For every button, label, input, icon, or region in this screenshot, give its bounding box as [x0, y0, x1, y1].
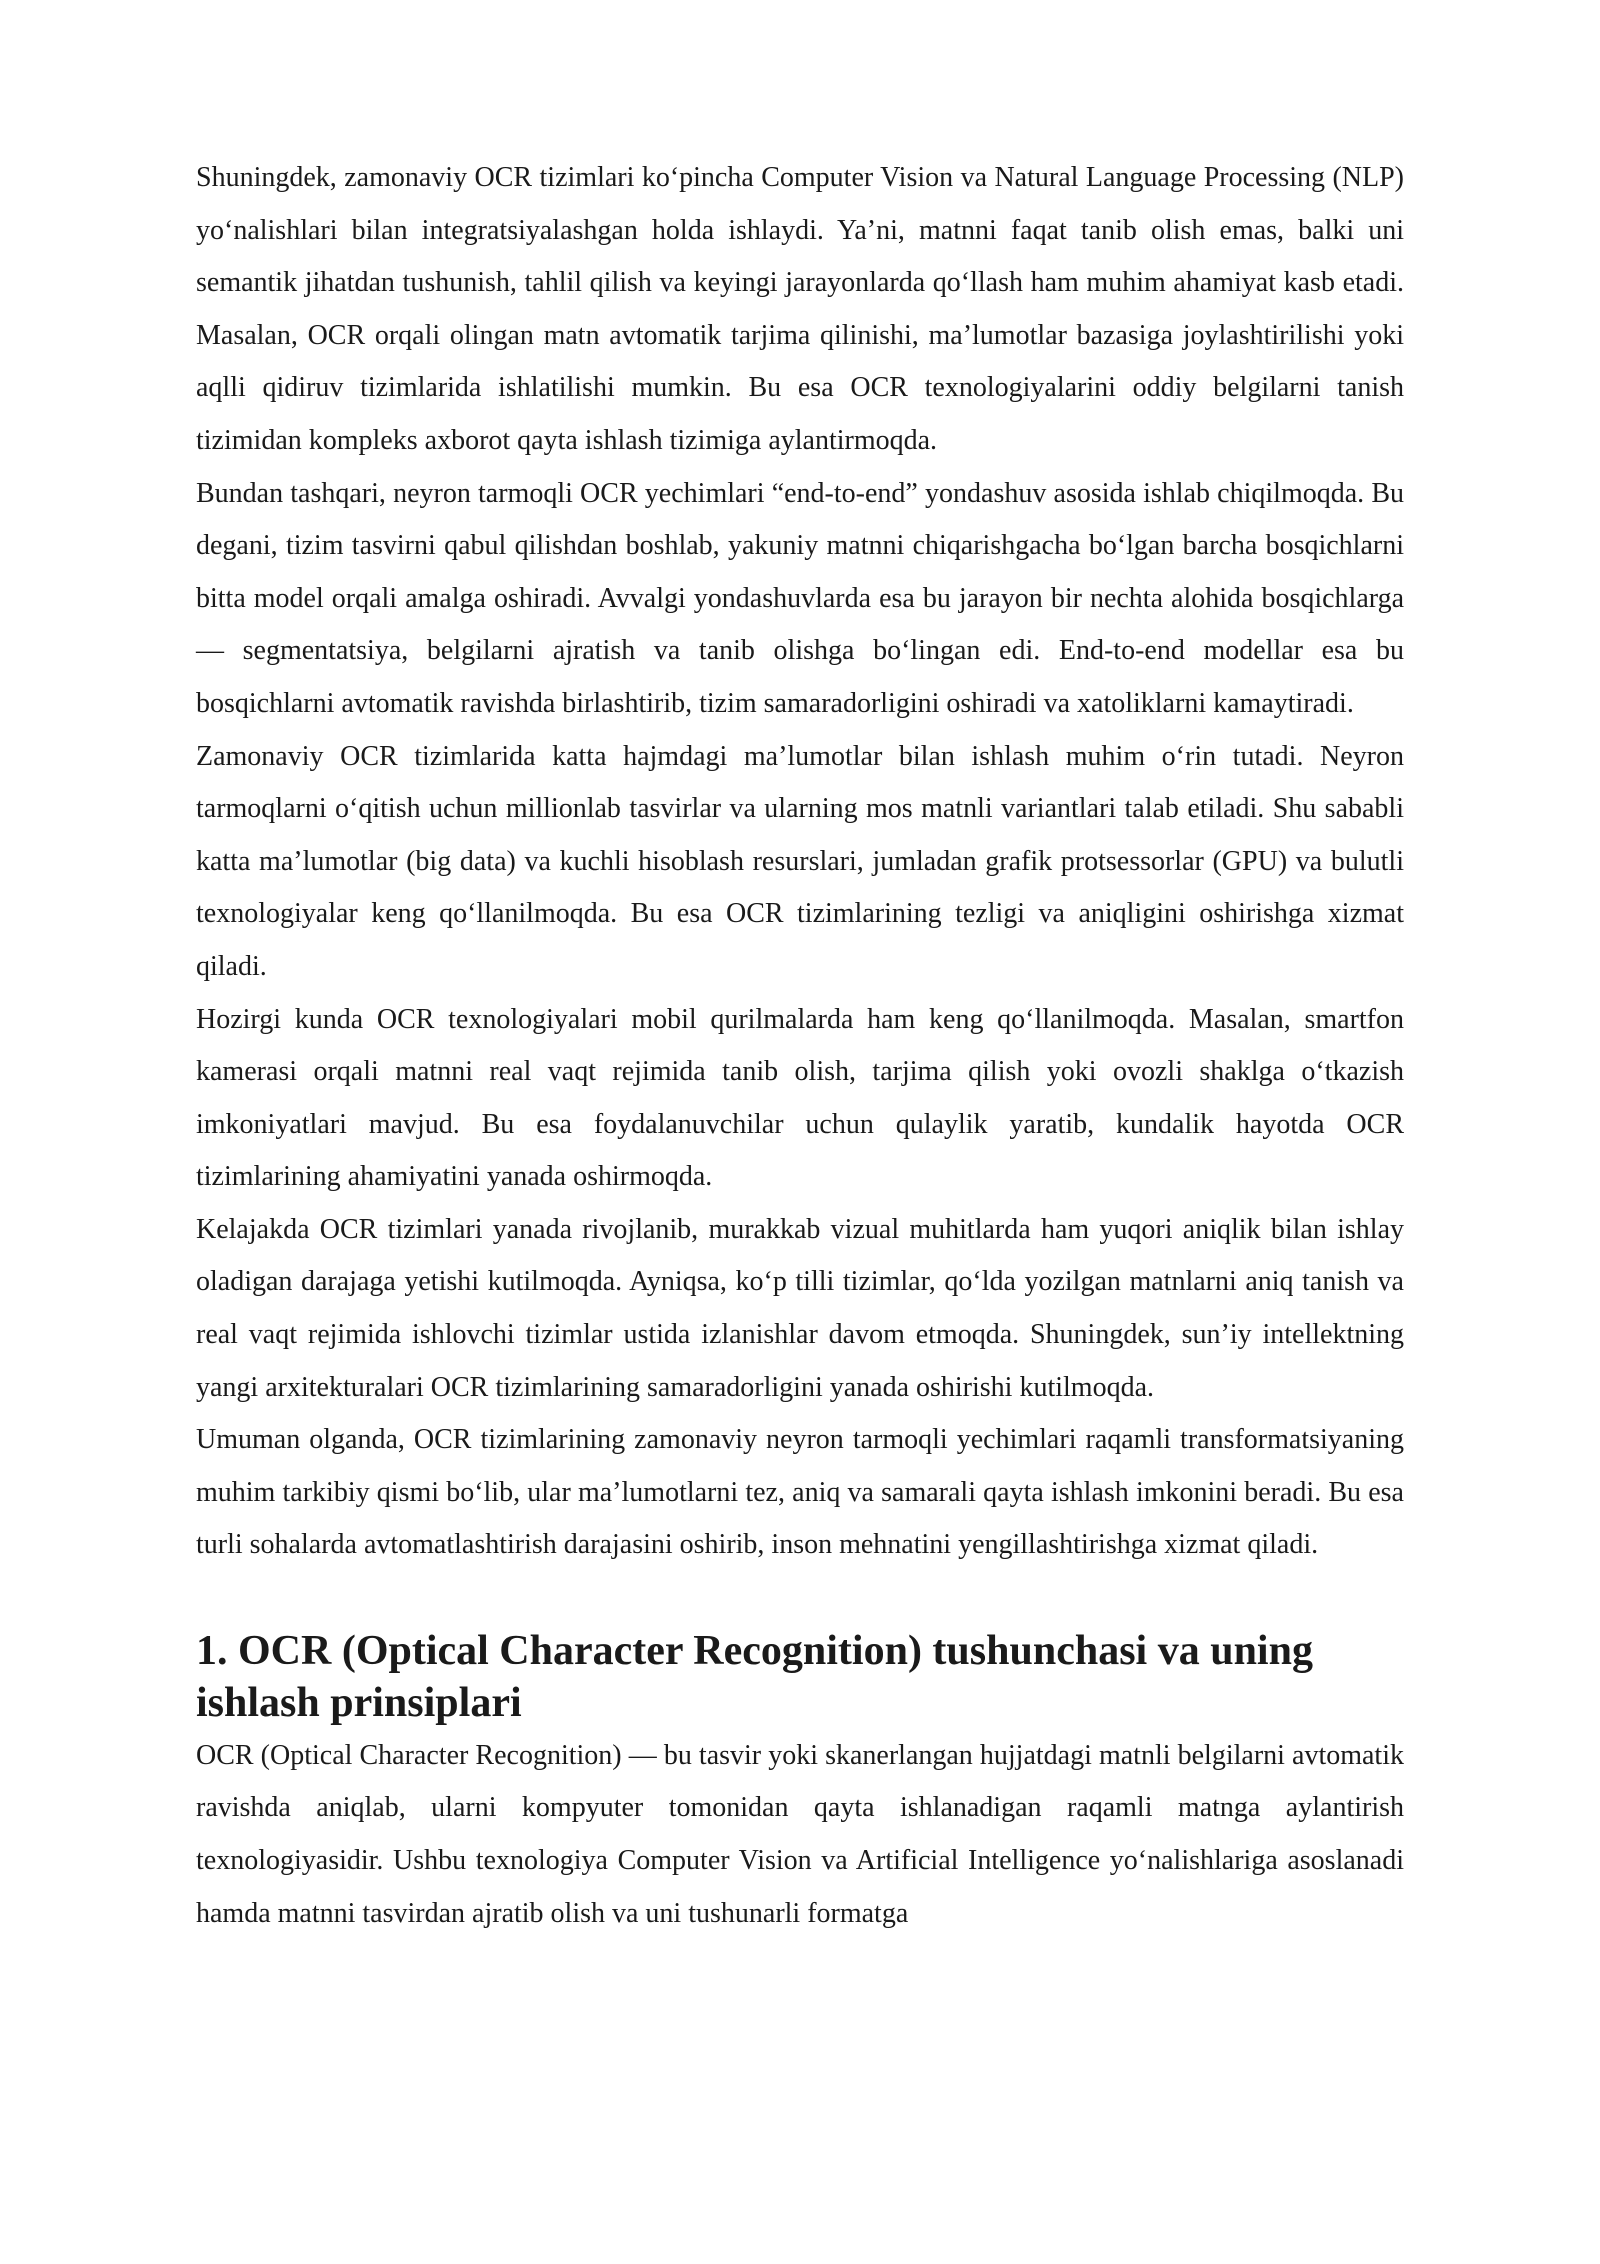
paragraph-big-data: Zamonaviy OCR tizimlarida katta hajmdagi ma’lumotlar bilan ishlash muhim o‘rin tutadi. Neyron tarmoqlarni o‘qitish uchun millionlab tasvirlar va ularning mos matnli variantlari talab etiladi. Shu sababli katta ma’lumotlar (big data) va kuchli hisoblash resurslari, jumladan grafik protsessorlar (GPU) va bulutli texnologiyalar keng qo‘llanilmoqda. Bu esa OCR tizimlarining tezligi va aniqligini oshirishga xizmat qiladi. [196, 740, 1404, 982]
document-page [196, 152, 1404, 1940]
paragraph-ocr-definition: OCR (Optical Character Recognition) — bu tasvir yoki skanerlangan hujjatdagi matnli belgilarni avtomatik ravishda aniqlab, ularni kompyuter tomonidan qayta ishlanadigan raqamli matnga aylantirish texnologiyasidir. Ushbu texnologiya Computer Vision va Artificial Intelligence yo‘nalishlariga asoslanadi hamda matnni tasvirdan ajratib olish va uni tushunarli formatga [196, 1739, 1404, 1929]
paragraph-end-to-end: Bundan tashqari, neyron tarmoqli OCR yechimlari “end-to-end” yondashuv asosida ishlab chiqilmoqda. Bu degani, tizim tasvirni qabul qilishdan boshlab, yakuniy matnni chiqarishgacha bo‘lgan barcha bosqichlarni bitta model orqali amalga oshiradi. Avvalgi yondashuvlarda esa bu jarayon bir nechta alohida bosqichlarga — segmentatsiya, belgilarni ajratish va tanib olishga bo‘lingan edi. End-to-end modellar esa bu bosqichlarni avtomatik ravishda birlashtirib, tizim samaradorligini oshiradi va xatoliklarni kamaytiradi. [196, 477, 1404, 719]
blank-line [196, 1572, 1404, 1625]
section-heading: 1. OCR (Optical Character Recognition) tushunchasi va uning ishlash prinsiplari [196, 1627, 1313, 1727]
paragraph-conclusion: Umuman olganda, OCR tizimlarining zamonaviy neyron tarmoqli yechimlari raqamli transformatsiyaning muhim tarkibiy qismi bo‘lib, ular ma’lumotlarni tez, aniq va samarali qayta ishlash imkonini beradi. Bu esa turli sohalarda avtomatlashtirish darajasini oshirib, inson mehnatini yengillashtirishga xizmat qiladi. [196, 1424, 1404, 1561]
paragraph-nlp-integration: Shuningdek, zamonaviy OCR tizimlari ko‘pincha Computer Vision va Natural Language Processing (NLP) yo‘nalishlari bilan integratsiyalashgan holda ishlaydi. Ya’ni, matnni faqat tanib olish emas, balki uni semantik jihatdan tushunish, tahlil qilish va keyingi jarayonlarda qo‘llash ham muhim ahamiyat kasb etadi. Masalan, OCR orqali olingan matn avtomatik tarjima qilinishi, ma’lumotlar bazasiga joylashtirilishi yoki aqlli qidiruv tizimlarida ishlatilishi mumkin. Bu esa OCR texnologiyalarini oddiy belgilarni tanish tizimidan kompleks axborot qayta ishlash tizimiga aylantirmoqda. [196, 162, 1404, 456]
paragraph-mobile: Hozirgi kunda OCR texnologiyalari mobil qurilmalarda ham keng qo‘llanilmoqda. Masalan, smartfon kamerasi orqali matnni real vaqt rejimida tanib olish, tarjima qilish yoki ovozli shaklga o‘tkazish imkoniyatlari mavjud. Bu esa foydalanuvchilar uchun qulaylik yaratib, kundalik hayotda OCR tizimlarining ahamiyatini yanada oshirmoqda. [196, 1003, 1404, 1193]
paragraph-future: Kelajakda OCR tizimlari yanada rivojlanib, murakkab vizual muhitlarda ham yuqori aniqlik bilan ishlay oladigan darajaga yetishi kutilmoqda. Ayniqsa, ko‘p tilli tizimlar, qo‘lda yozilgan matnlarni aniq tanish va real vaqt rejimida ishlovchi tizimlar ustida izlanishlar davom etmoqda. Shuningdek, sun’iy intellektning yangi arxitekturalari OCR tizimlarining samaradorligini yanada oshirishi kutilmoqda. [196, 1213, 1404, 1403]
